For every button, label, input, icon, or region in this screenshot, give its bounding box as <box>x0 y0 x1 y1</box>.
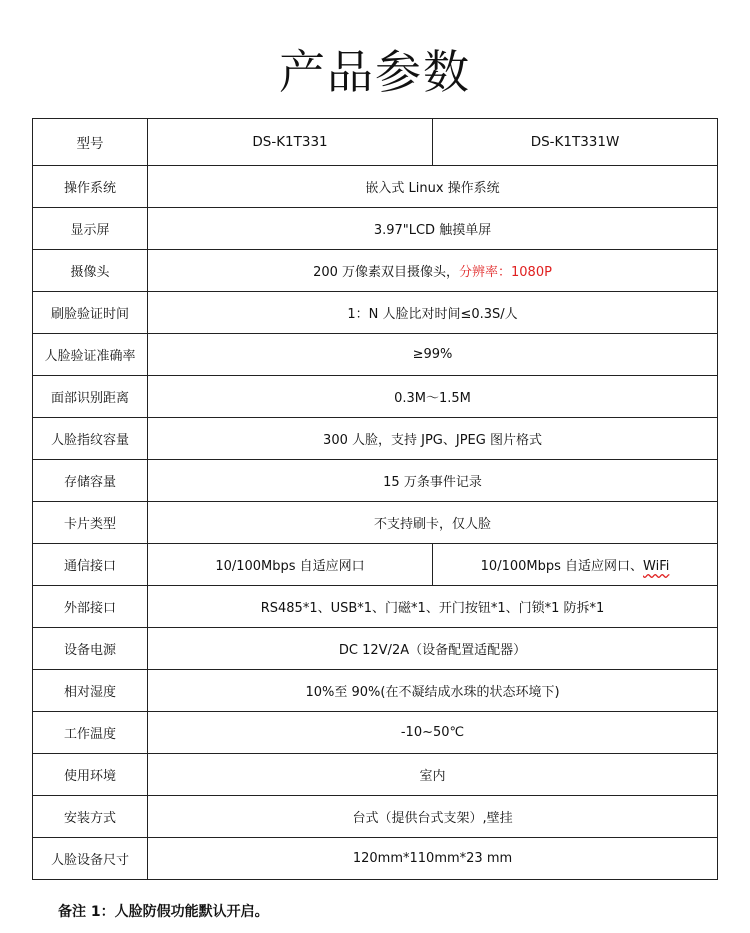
row-value: 不支持刷卡，仅人脸 <box>148 502 718 544</box>
table-row <box>33 460 718 502</box>
row-label: 工作温度 <box>33 712 148 754</box>
row-label: 使用环境 <box>33 754 148 796</box>
table-row <box>33 838 718 880</box>
row-label: 通信接口 <box>33 544 148 586</box>
row-label: 存储容量 <box>33 460 148 502</box>
row-label: 摄像头 <box>33 250 148 292</box>
header-label: 型号 <box>33 119 148 166</box>
table-row <box>33 670 718 712</box>
row-label: 外部接口 <box>33 586 148 628</box>
row-value: 120mm*110mm*23 mm <box>148 838 718 880</box>
table-row <box>33 292 718 334</box>
row-value: 0.3M～1.5M <box>148 376 718 418</box>
wifi-label: WiFi <box>643 559 670 574</box>
table-row <box>33 586 718 628</box>
table-row <box>33 334 718 376</box>
row-label: 人脸指纹容量 <box>33 418 148 460</box>
row-value: 300 人脸，支持 JPG、JPEG 图片格式 <box>148 418 718 460</box>
table-row <box>33 418 718 460</box>
row-label: 操作系统 <box>33 166 148 208</box>
row-value <box>148 250 718 292</box>
table-row <box>33 712 718 754</box>
row-label: 显示屏 <box>33 208 148 250</box>
row-label: 相对湿度 <box>33 670 148 712</box>
table-row <box>33 502 718 544</box>
row-value: RS485*1、USB*1、门磁*1、开门按钮*1、门锁*1 防拆*1 <box>148 586 718 628</box>
table-row <box>33 754 718 796</box>
row-value: 3.97"LCD 触摸单屏 <box>148 208 718 250</box>
row-value: DC 12V/2A（设备配置适配器） <box>148 628 718 670</box>
table-header-row <box>33 119 718 166</box>
camera-spec: 200 万像素双目摄像头， <box>313 265 460 280</box>
row-value-b <box>433 544 718 586</box>
model-b: DS-K1T331W <box>433 119 718 166</box>
table-row <box>33 250 718 292</box>
interface-b: 10/100Mbps 自适应网口、 <box>480 559 644 574</box>
table-row <box>33 166 718 208</box>
model-a: DS-K1T331 <box>148 119 433 166</box>
row-value: 室内 <box>148 754 718 796</box>
row-label: 安装方式 <box>33 796 148 838</box>
row-label: 设备电源 <box>33 628 148 670</box>
row-value: 1：N 人脸比对时间≤0.3S/人 <box>148 292 718 334</box>
row-value: 嵌入式 Linux 操作系统 <box>148 166 718 208</box>
row-value: -10~50℃ <box>148 712 718 754</box>
row-label: 人脸设备尺寸 <box>33 838 148 880</box>
row-label: 面部识别距离 <box>33 376 148 418</box>
table-row <box>33 376 718 418</box>
table-row <box>33 208 718 250</box>
row-label: 刷脸验证时间 <box>33 292 148 334</box>
footnote: 备注 1：人脸防假功能默认开启。 <box>58 904 269 920</box>
spec-table <box>32 118 718 880</box>
row-label: 人脸验证准确率 <box>33 334 148 376</box>
row-value-a: 10/100Mbps 自适应网口 <box>148 544 433 586</box>
table-row <box>33 628 718 670</box>
table-row <box>33 796 718 838</box>
row-value: 10%至 90%(在不凝结成水珠的状态环境下) <box>148 670 718 712</box>
row-value: 台式（提供台式支架）,壁挂 <box>148 796 718 838</box>
row-value: 15 万条事件记录 <box>148 460 718 502</box>
row-label: 卡片类型 <box>33 502 148 544</box>
resolution-highlight: 分辨率：1080P <box>459 265 552 280</box>
row-value: ≥99% <box>148 334 718 376</box>
page-title: 产品参数 <box>279 45 471 99</box>
table-row <box>33 544 718 586</box>
